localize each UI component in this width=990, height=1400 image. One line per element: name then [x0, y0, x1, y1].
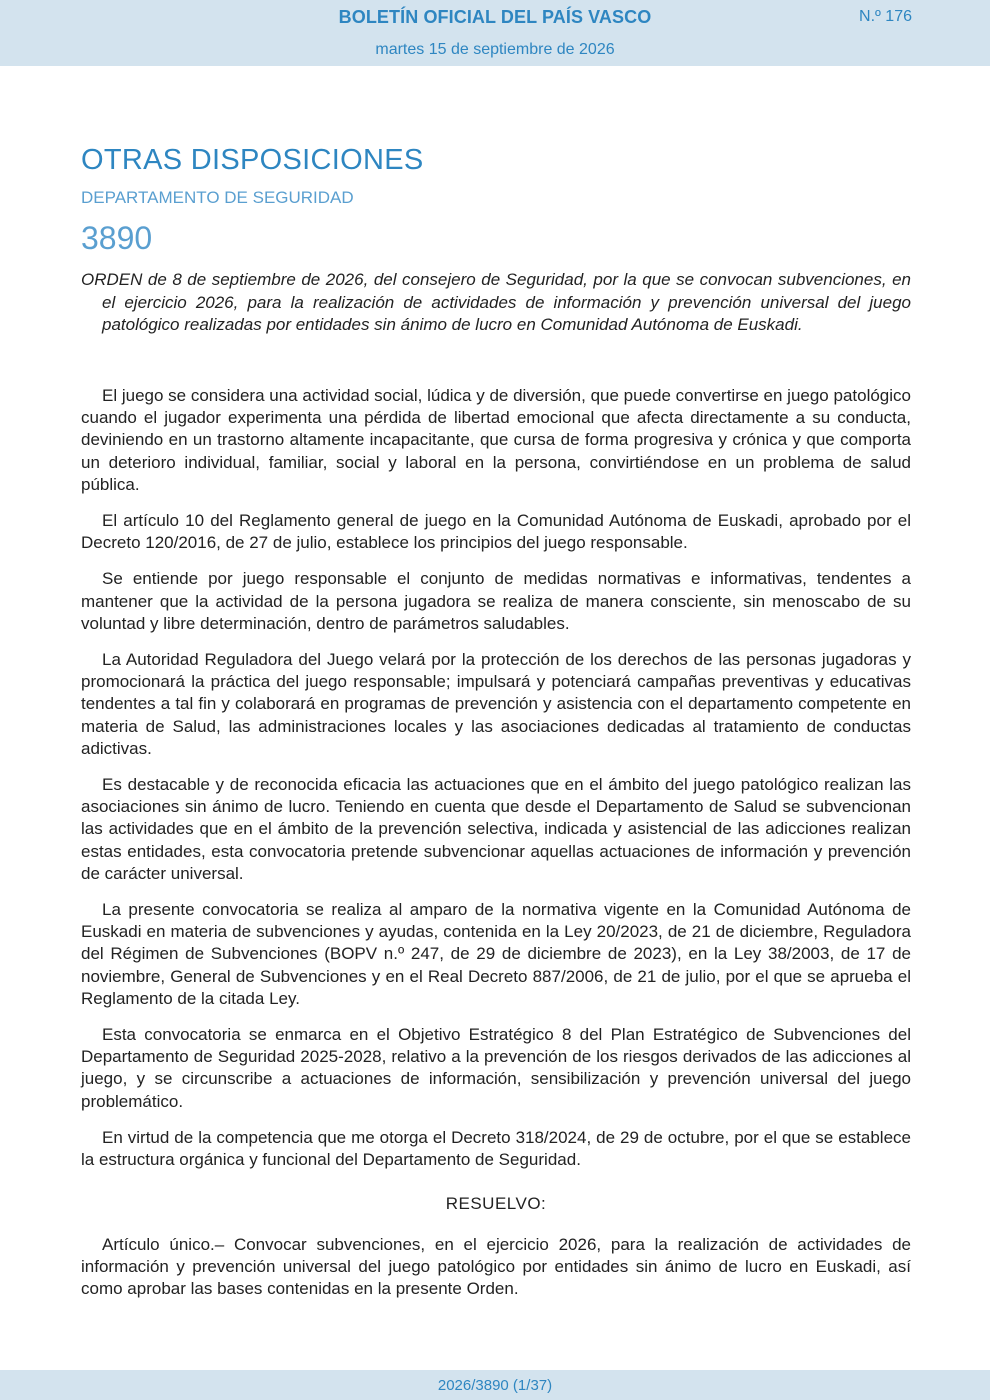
article-unico: Artículo único.– Convocar subvenciones, en el ejercicio 2026, para la realización de actividades de información y prevención universal del juego patológico por entidades sin ánimo de lucro en Euskadi, así como aprobar las bases contenidas en la presente Orden. [81, 1234, 911, 1298]
order-summary: ORDEN de 8 de septiembre de 2026, del consejero de Seguridad, por la que se convocan subvenciones, en el ejercicio 2026, para la realización de actividades de información y prevención universal del juego patológico realizadas por entidades sin ánimo de lucro en Comunidad Autónoma de Euskadi. [81, 270, 911, 334]
bulletin-date: martes 15 de septiembre de 2026 [375, 41, 615, 58]
paragraph-4: La Autoridad Reguladora del Juego velará por la protección de los derechos de las personas jugadoras y promocionará la práctica del juego responsable; impulsará y potenciará campañas preventivas y educativas tendentes a tal fin y colaborará en programas de prevención y asistencia con el departamento competente en materia de Salud, las administraciones locales y las asociaciones dedicadas al tratamiento de conductas adictivas. [81, 650, 911, 758]
paragraph-3: Se entiende por juego responsable el conjunto de medidas normativas e informativas, tendentes a mantener que la actividad de la persona jugadora se realiza de manera consciente, sin menoscabo de su voluntad y libre determinación, dentro de parámetros saludables. [81, 569, 911, 633]
paragraph-8: En virtud de la competencia que me otorga el Decreto 318/2024, de 29 de octubre, por el que se establece la estructura orgánica y funcional del Departamento de Seguridad. [81, 1127, 911, 1170]
document-body [81, 385, 911, 1314]
bulletin-title: BOLETÍN OFICIAL DEL PAÍS VASCO [338, 7, 652, 27]
issue-number: N.º 176 [859, 8, 912, 25]
page-footer [0, 1370, 990, 1400]
paragraph-1: El juego se considera una actividad social, lúdica y de diversión, que puede convertirse en juego patológico cuando el jugador experimenta una pérdida de libertad emocional que afecta directamente a su conducta, deviniendo en un trastorno altamente incapacitante, que cursa de forma progresiva y crónica y que comporta un deterioro individual, familiar, social y laboral en la persona, convirtiéndose en un problema de salud pública. [81, 386, 911, 494]
paragraph-2: El artículo 10 del Reglamento general de juego en la Comunidad Autónoma de Euskadi, aprobado por el Decreto 120/2016, de 27 de julio, establece los principios del juego responsable. [81, 511, 911, 553]
paragraph-5: Es destacable y de reconocida eficacia las actuaciones que en el ámbito del juego patológico realizan las asociaciones sin ánimo de lucro. Teniendo en cuenta que desde el Departamento de Salud se subvencionan las actividades que en el ámbito de la prevención selectiva, indicada y asistencial de las adicciones realizan estas entidades, esta convocatoria pretende subvencionar aquellas actuaciones de información y prevención de carácter universal. [81, 775, 911, 883]
department-name: DEPARTAMENTO DE SEGURIDAD [81, 188, 354, 207]
paragraph-6: La presente convocatoria se realiza al amparo de la normativa vigente en la Comunidad Autónoma de Euskadi en materia de subvenciones y ayudas, contenida en la Ley 20/2023, de 21 de diciembre, Reguladora del Régimen de Subvenciones (BOPV n.º 247, de 29 de diciembre de 2023), en la Ley 38/2003, de 17 de noviembre, General de Subvenciones y en el Real Decreto 887/2006, de 21 de julio, por el que se aprueba el Reglamento de la citada Ley. [81, 900, 911, 1008]
page-header [0, 0, 990, 66]
document-number: 3890 [81, 220, 153, 256]
section-title: OTRAS DISPOSICIONES [81, 144, 424, 176]
paragraph-7: Esta convocatoria se enmarca en el Objetivo Estratégico 8 del Plan Estratégico de Subvenciones del Departamento de Seguridad 2025-2028, relativo a la prevención de los riesgos derivados de las adicciones al juego, y se circunscribe a actuaciones de información, sensibilización y prevención universal del juego problemático. [81, 1025, 911, 1111]
page-reference: 2026/3890 (1/37) [437, 1377, 553, 1394]
resuelvo-heading: RESUELVO: [445, 1194, 547, 1214]
